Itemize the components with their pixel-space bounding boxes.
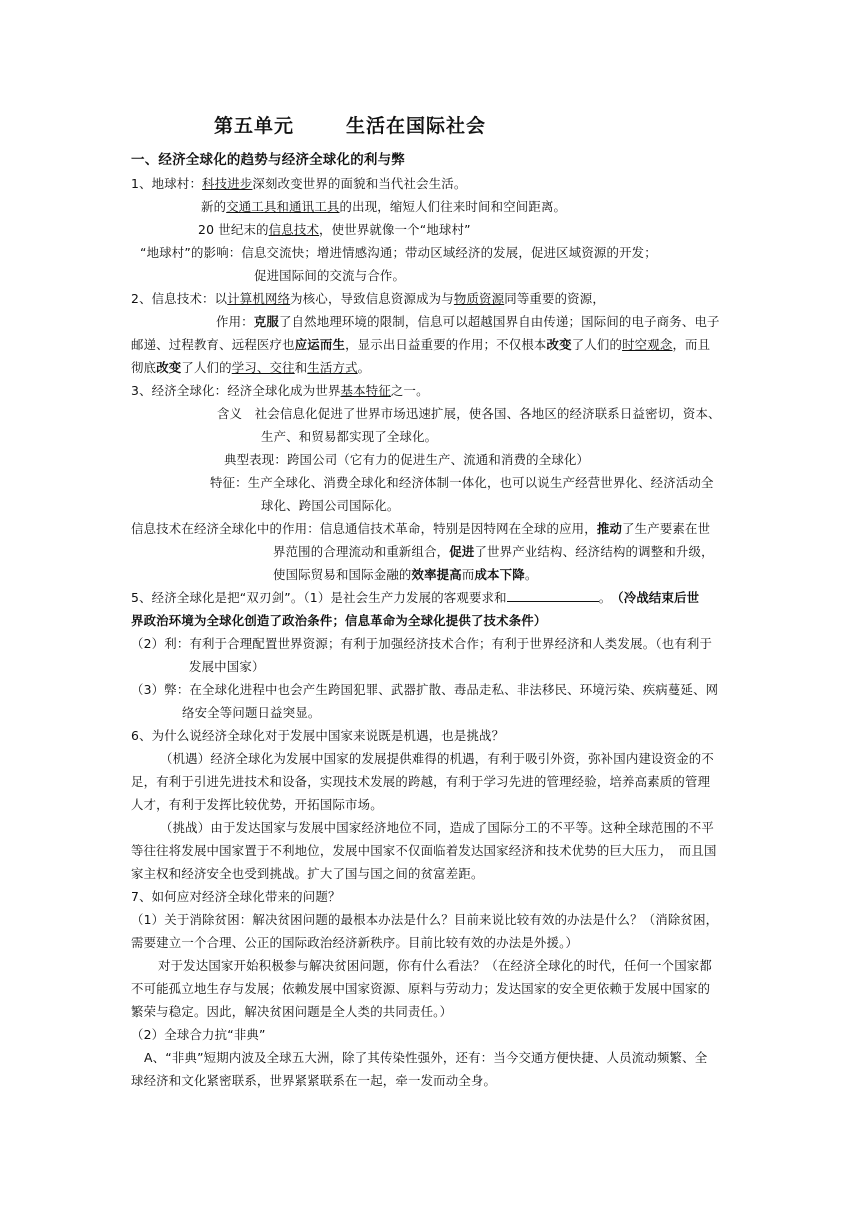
text-line: 等往往将发展中国家置于不利地位，发展中国家不仅面临着发达国家经济和技术优势的巨大压力， 而且国 xyxy=(131,843,717,858)
text-line: 7、如何应对经济全球化带来的问题？ xyxy=(131,889,341,904)
text-line xyxy=(201,197,566,217)
text-line xyxy=(216,312,720,332)
key-term: 交通工具和通讯工具 xyxy=(226,199,340,214)
text-line: （机遇）经济全球化为发展中国家的发展提供难得的机遇，有利于吸引外资，弥补国内建设资金的不 xyxy=(160,751,714,766)
text-run: 了人们的 xyxy=(181,360,232,375)
text-run: 了世界产业结构、经济结构的调整和升级， xyxy=(474,544,714,559)
text-run: ，显示出日益重要的作用；不仅根本 xyxy=(345,337,547,352)
text-line: （2）全球合力抗“非典” xyxy=(131,1027,266,1042)
text-line: 家主权和经济安全也受到挑战。扩大了国与国之间的贫富差距。 xyxy=(131,866,484,881)
text-run: 。 xyxy=(598,590,612,605)
item-label: 1、地球村： xyxy=(131,176,203,191)
key-term: 改变 xyxy=(156,360,182,375)
unit-number: 第五单元 xyxy=(214,115,295,137)
text-line xyxy=(131,335,710,355)
text-line: “地球村”的影响：信息交流快；增进情感沟通；带动区域经济的发展，促进区域资源的开发； xyxy=(140,245,657,260)
text-line: （1）关于消除贫困：解决贫困问题的最根本办法是什么？目前来说比较有效的办法是什么？（消除贫困， xyxy=(131,912,719,927)
text-line: 发展中国家） xyxy=(189,659,265,674)
text-line: 特征：生产全球化、消费全球化和经济体制一体化，也可以说生产经营世界化、经济活动全 xyxy=(210,475,714,490)
text-line: 含义 社会信息化促进了世界市场迅速扩展，使各国、各地区的经济联系日益密切，资本、 xyxy=(217,406,721,421)
item-label: 2、信息技术：以 xyxy=(131,291,228,306)
text-line: A、“非典”短期内波及全球五大洲，除了其传染性强外，还有：当今交通方便快捷、人员流动频繁、全 xyxy=(144,1050,708,1065)
text-run: 了自然地理环境的限制，信息可以超越国界自由传递；国际间的电子商务、电子 xyxy=(278,314,720,329)
text-line: 足，有利于引进先进技术和设备，实现技术发展的跨越，有利于学习先进的管理经验，培养高素质的管理 xyxy=(131,774,711,789)
key-term: 成本下降 xyxy=(474,567,525,582)
text-line xyxy=(273,542,714,562)
key-term: 基本特征 xyxy=(340,383,391,398)
text-line xyxy=(131,588,699,608)
text-line: 典型表现：跨国公司（它有力的促进生产、流通和消费的全球化） xyxy=(224,452,590,467)
text-run: 为核心，导致信息资源成为与 xyxy=(290,291,454,306)
key-term: 推动 xyxy=(596,521,623,536)
section-heading: 一、经济全球化的趋势与经济全球化的利与弊 xyxy=(131,152,405,168)
key-term: 应运而生 xyxy=(294,337,346,352)
text-line: 界政治环境为全球化创造了政治条件；信息革命为全球化提供了技术条件） xyxy=(131,613,547,628)
text-line xyxy=(131,381,429,401)
text-run: 深刻改变世界的面貌和当代社会生活。 xyxy=(252,176,467,191)
text-run: 5、经济全球化是把“双刃剑”。（1）是社会生产力发展的客观要求和 xyxy=(131,590,507,605)
text-line: （2）利：有利于合理配置世界资源；有利于加强经济技术合作；有利于世界经济和人类发展。（也有利于 xyxy=(131,636,713,651)
text-run: 新的 xyxy=(201,199,227,214)
text-line xyxy=(273,565,537,585)
text-line: 需要建立一个合理、公正的国际政治经济新秩序。目前比较有效的办法是外援。） xyxy=(131,935,579,950)
text-line xyxy=(131,289,605,309)
key-term: 效率提高 xyxy=(411,567,462,582)
text-line: 不可能孤立地生存与发展；依赖发展中国家资源、原料与劳动力；发达国家的安全更依赖于发展中国家的 xyxy=(131,981,711,996)
key-term: 学习、交往 xyxy=(231,360,295,375)
text-line: 6、为什么说经济全球化对于发展中国家来说既是机遇，也是挑战？ xyxy=(131,728,505,743)
text-run: 之一。 xyxy=(390,383,429,398)
key-term: 科技进步 xyxy=(202,176,253,191)
key-term: 物质资源 xyxy=(453,291,505,306)
text-line: 对于发达国家开始积极参与解决贫困问题，你有什么看法？（在经济全球化的时代，任何一个国家都 xyxy=(158,958,712,973)
text-line xyxy=(131,358,370,378)
text-run: 使国际贸易和国际金融的 xyxy=(273,567,412,582)
text-run: 和 xyxy=(294,360,308,375)
text-run: 作用： xyxy=(216,314,254,329)
text-line: 球经济和文化紧密联系，世界紧紧联系在一起，牵一发而动全身。 xyxy=(131,1073,497,1088)
unit-name: 生活在国际社会 xyxy=(346,115,487,137)
key-term: 克服 xyxy=(253,314,279,329)
text-line: 络安全等问题日益突显。 xyxy=(182,705,321,720)
text-run: 界范围的合理流动和重新组合， xyxy=(273,544,450,559)
text-line: 球化、跨国公司国际化。 xyxy=(261,498,400,513)
key-term: 生活方式 xyxy=(307,360,358,375)
text-run: 同等重要的资源， xyxy=(504,291,605,306)
text-run: ，使世界就像一个“地球村” xyxy=(319,222,471,237)
text-run: 信息技术在经济全球化中的作用：信息通信技术革命，特别是因特网在全球的应用， xyxy=(131,521,597,536)
text-run: 了人们的 xyxy=(571,337,623,352)
text-line xyxy=(198,220,471,240)
key-term: 计算机网络 xyxy=(227,291,291,306)
text-run: 20 世纪末的 xyxy=(198,222,269,237)
text-line: 人才，有利于发挥比较优势，开拓国际市场。 xyxy=(131,797,383,812)
item-label: 3、经济全球化：经济全球化成为世界 xyxy=(131,383,341,398)
text-line xyxy=(131,174,466,194)
key-term: 促进 xyxy=(449,544,475,559)
text-line: 繁荣与稳定。因此，解决贫困问题是全人类的共同责任。） xyxy=(131,1004,453,1019)
page-title xyxy=(214,116,486,136)
text-run: 的出现，缩短人们往来时间和空间距离。 xyxy=(339,199,567,214)
text-run: 。 xyxy=(357,360,371,375)
text-line: 生产、和贸易都实现了全球化。 xyxy=(261,429,438,444)
key-term: 信息技术 xyxy=(268,222,320,237)
text-run: 彻底 xyxy=(131,360,157,375)
key-term: 时空观念 xyxy=(622,337,673,352)
text-run: 而 xyxy=(461,567,475,582)
text-run: 邮递、过程教育、远程医疗也 xyxy=(131,337,295,352)
text-run: 了生产要素在世 xyxy=(622,521,711,536)
text-run: ，而且 xyxy=(672,337,711,352)
key-term: 改变 xyxy=(546,337,572,352)
answer-note: （冷战结束后世 xyxy=(617,590,700,605)
text-line: 促进国际间的交流与合作。 xyxy=(254,268,406,283)
text-line: （挑战）由于发达国家与发展中国家经济地位不同，造成了国际分工的不平等。这种全球范围的不平 xyxy=(160,820,714,835)
fill-in-blank xyxy=(507,589,599,602)
text-line xyxy=(131,519,710,539)
text-run: 。 xyxy=(524,567,538,582)
text-line: （3）弊：在全球化进程中也会产生跨国犯罪、武器扩散、毒品走私、非法移民、环境污染、疾病蔓延、网 xyxy=(131,682,719,697)
